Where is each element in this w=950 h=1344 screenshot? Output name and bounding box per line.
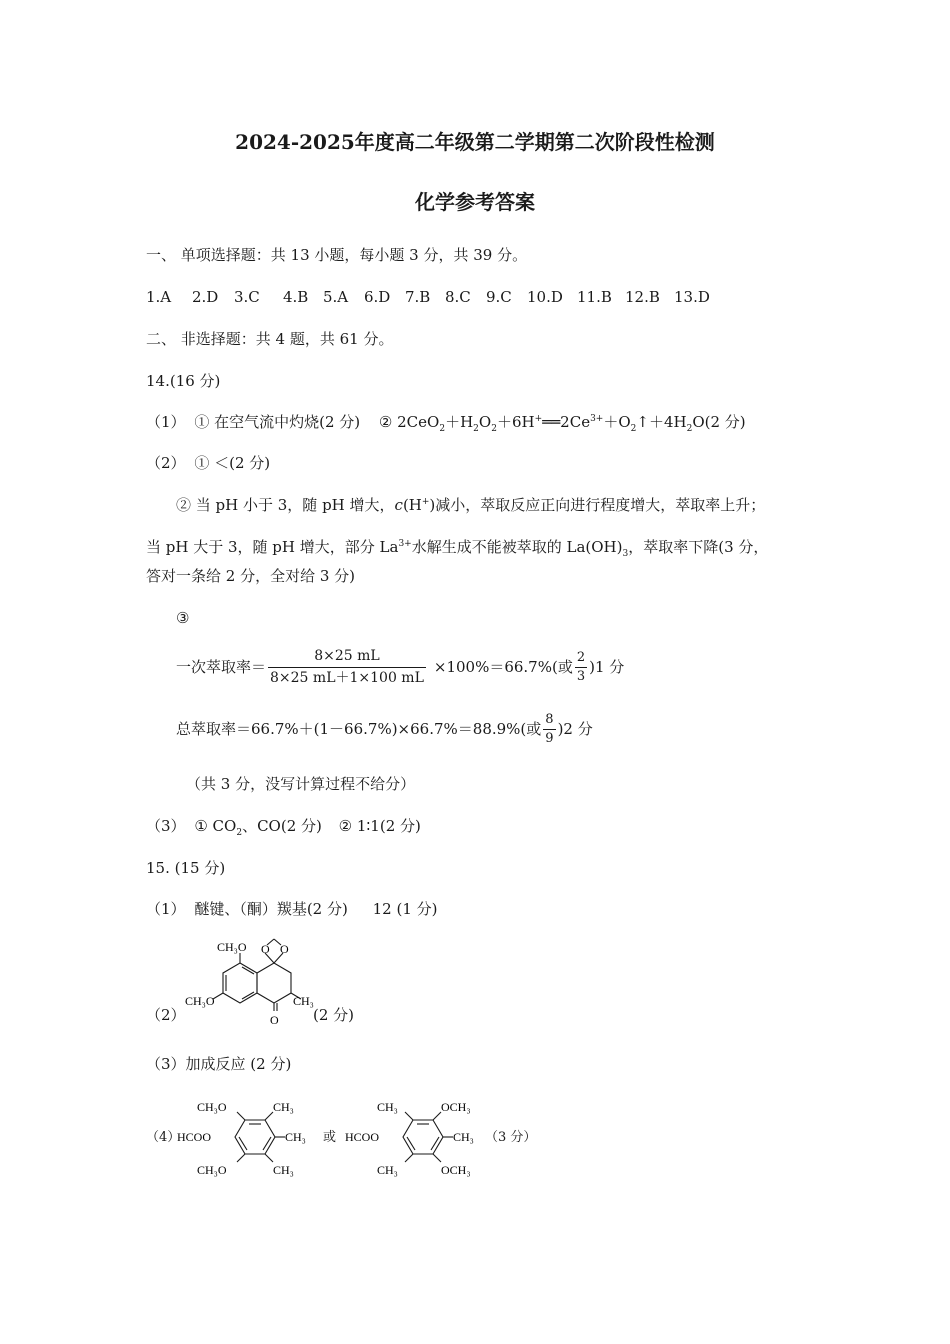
- q14-part3: [146, 817, 421, 839]
- eq-sup: 3+: [398, 539, 412, 549]
- double-bond: [263, 1137, 271, 1150]
- eq-sub: 2: [439, 424, 446, 434]
- structure-label: CH₃O: [185, 994, 215, 1008]
- bond: [433, 1112, 441, 1120]
- text: 、CO(2 分): [242, 817, 322, 835]
- fraction-numerator: 2: [576, 650, 586, 666]
- structure-label: OCH₃: [441, 1163, 471, 1177]
- cyclohexanone-ring: [257, 963, 291, 1003]
- structure-label: HCOO: [345, 1130, 380, 1144]
- q14-part2-c-mark: ③: [176, 609, 190, 627]
- calc-total: 总萃取率＝66.7%＋(1－66.7%)×66.7%＝88.9%(或: [176, 720, 542, 739]
- page-title: 2024-2025年度高二年级第二学期第二次阶段性检测: [235, 130, 715, 154]
- text: (H: [402, 496, 422, 514]
- structure-label: CH₃O: [217, 940, 247, 954]
- eq-sub: 2: [491, 424, 497, 434]
- q14-part2-answer-a: ① ＜(2 分): [194, 454, 271, 472]
- structure-label: OCH₃: [441, 1100, 471, 1114]
- structure-label: O: [270, 1013, 279, 1027]
- bond: [237, 1112, 245, 1120]
- structure-label: CH₃O: [197, 1163, 227, 1177]
- eq-sub: 2: [630, 424, 637, 434]
- q14-part3-label: （3）: [146, 817, 186, 835]
- structure-label: CH₃: [377, 1100, 398, 1114]
- q15-structure-1: [185, 935, 325, 1030]
- q15-part2-label: （2）: [146, 1006, 186, 1024]
- bond: [237, 1154, 245, 1162]
- structure-label: CH₃: [293, 994, 314, 1008]
- eq-text: ＋O: [603, 413, 631, 431]
- answer-1: 1.A: [146, 288, 172, 306]
- text: ② 当 pH 小于 3，随 pH 增大，: [176, 496, 395, 514]
- structure-label: O: [280, 942, 289, 956]
- eq-sup: +: [534, 414, 543, 424]
- calc-score: )2 分: [557, 720, 593, 739]
- bond: [405, 1112, 413, 1120]
- structure-label: HCOO: [177, 1130, 212, 1144]
- eq-sub: 2: [473, 424, 479, 434]
- structure-label: CH₃: [285, 1130, 306, 1144]
- q15-part4-label: （4）: [146, 1130, 181, 1145]
- text: )减小，萃取反应正向进行程度增大，萃取率上升；: [429, 496, 766, 514]
- q14-part2-b-line3: 答对一条给 2 分，全对给 3 分): [146, 567, 356, 585]
- answer-9: 9.C: [486, 288, 512, 306]
- fraction-denominator: 9: [545, 730, 554, 746]
- eq-text: ↑＋4H: [636, 413, 687, 431]
- calc-fraction-small: [575, 651, 587, 683]
- q14-calc-line2: [176, 713, 593, 745]
- structure-label: O: [261, 942, 270, 956]
- eq-sub: 2: [686, 424, 693, 434]
- q14-part2-label: （2）: [146, 454, 186, 472]
- benzene-ring: [223, 963, 257, 1003]
- q14-part2: [146, 454, 270, 472]
- q15-part4-score: （3 分）: [485, 1130, 537, 1145]
- answer-11: 11.B: [577, 288, 612, 306]
- answer-10: 10.D: [527, 288, 563, 306]
- q14-part2-b-line2: [146, 538, 768, 560]
- fraction-denominator: 3: [576, 668, 586, 684]
- text: ① CO: [194, 817, 237, 835]
- calc-fraction-small: [543, 713, 555, 745]
- eq-text: ══2Ce: [542, 413, 591, 431]
- q15-part1-label: （1）: [146, 900, 186, 918]
- section2-header: 二、 非选择题：共 4 题，共 61 分。: [146, 330, 394, 348]
- bond: [433, 1154, 441, 1162]
- q15-part1-answer: 醚键、（酮）羰基(2 分): [194, 900, 348, 918]
- text: ，萃取率下降(3 分，: [628, 538, 769, 556]
- q14-part1-answer-a: ① 在空气流中灼烧(2 分): [194, 413, 361, 431]
- answer-13: 13.D: [674, 288, 710, 306]
- text: 当 pH 大于 3，随 pH 增大，部分 La: [146, 538, 399, 556]
- answer-2: 2.D: [192, 288, 219, 306]
- eq-sup: +: [421, 497, 430, 507]
- structure-label: CH₃: [453, 1130, 474, 1144]
- answer-4: 4.B: [283, 288, 309, 306]
- q14-part1-label: （1）: [146, 413, 186, 431]
- double-bond: [407, 1137, 415, 1150]
- text-italic: c: [394, 496, 403, 514]
- q14-calc-note: （共 3 分，没写计算过程不给分）: [186, 775, 416, 793]
- calc-result: ×100%＝66.7%(或: [433, 658, 573, 677]
- fraction-denominator: 8×25 mL＋1×100 mL: [268, 667, 426, 687]
- text: 水解生成不能被萃取的 La(OH): [411, 538, 623, 556]
- q14-header: 14.(16 分): [146, 372, 221, 390]
- answer-7: 7.B: [405, 288, 431, 306]
- q15-part3: （3）加成反应 (2 分): [146, 1055, 292, 1073]
- calc-score: )1 分: [589, 658, 625, 677]
- benzene-ring: [235, 1120, 275, 1154]
- answer-12: 12.B: [625, 288, 660, 306]
- q15-header: 15. (15 分): [146, 859, 226, 877]
- q15-part1: [146, 900, 438, 918]
- structure-label: CH₃: [273, 1163, 294, 1177]
- eq-sup: 3+: [590, 414, 604, 424]
- structure-label: CH₃: [377, 1163, 398, 1177]
- structure-label: CH₃O: [197, 1100, 227, 1114]
- q15-structure-3: [343, 1095, 493, 1180]
- q15-structure-2: [175, 1095, 320, 1180]
- or-label: 或: [323, 1130, 337, 1145]
- double-bond: [239, 1137, 247, 1150]
- bond: [265, 1154, 273, 1162]
- answer-5: 5.A: [323, 288, 349, 306]
- eq-text: ＋H: [445, 413, 474, 431]
- structure-label: CH₃: [273, 1100, 294, 1114]
- eq-text: O(2 分): [692, 413, 746, 431]
- eq-sub: 2: [236, 828, 243, 838]
- page-subtitle: 化学参考答案: [415, 190, 535, 214]
- bond: [265, 1112, 273, 1120]
- q14-calc-line1: [176, 648, 624, 687]
- fraction-numerator: 8: [545, 712, 554, 727]
- q14-part1: [146, 413, 746, 435]
- answer-3: 3.C: [234, 288, 260, 306]
- answer-6: 6.D: [364, 288, 391, 306]
- eq-text: ② 2CeO: [378, 413, 440, 431]
- section1-header: 一、 单项选择题：共 13 小题，每小题 3 分，共 39 分。: [146, 246, 528, 264]
- q14-part2-b-line1: [176, 496, 765, 514]
- eq-text: ＋6H: [496, 413, 535, 431]
- benzene-ring: [403, 1120, 443, 1154]
- eq-sub: 3: [622, 549, 629, 559]
- calc-label: 一次萃取率＝: [176, 658, 267, 677]
- eq-text: O: [478, 413, 492, 431]
- q14-part3-answer-a: [194, 817, 322, 838]
- fraction-numerator: 8×25 mL: [314, 648, 380, 664]
- double-bond: [431, 1137, 439, 1150]
- bond: [405, 1154, 413, 1162]
- q15-part1-extra: 12 (1 分): [372, 900, 438, 918]
- q14-part1-answer-b: [378, 413, 746, 434]
- answer-8: 8.C: [445, 288, 471, 306]
- q15-part2-score: (2 分): [313, 1006, 355, 1024]
- calc-fraction: [268, 648, 426, 687]
- q14-part3-answer-b: ② 1∶1(2 分): [338, 817, 421, 835]
